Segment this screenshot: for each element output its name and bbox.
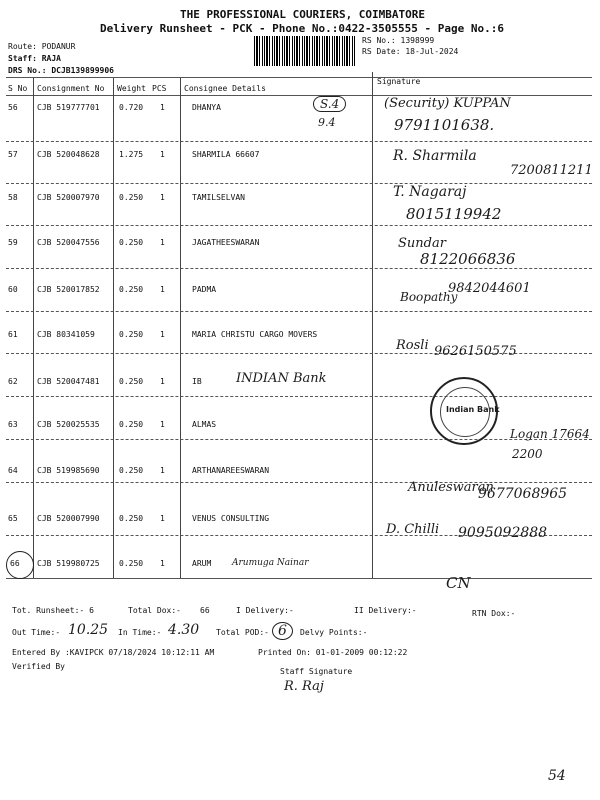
runsheet-heading: Delivery Runsheet - PCK - Phone No.:0422-3505555 - Page No.:6 (100, 22, 504, 35)
row-pcs: 1 (160, 150, 165, 159)
row-consignment: CJB 520007970 (37, 193, 100, 202)
row-consignee: PADMA (192, 285, 217, 294)
col-weight: Weight (117, 84, 146, 93)
page-mark: 54 (548, 768, 566, 784)
bank-stamp (430, 377, 498, 445)
row-consignment: CJB 520047481 (37, 377, 100, 386)
row-consignee: SHARMILA 66607 (192, 150, 260, 159)
handwritten-signature: T. Nagaraj (393, 184, 467, 200)
handwritten-phone: 2200 (512, 447, 543, 461)
verified-by: Verified By (12, 662, 65, 671)
row-separator (6, 396, 592, 397)
row-weight: 0.720 (119, 103, 144, 112)
rs-date: RS Date: 18-Jul-2024 (362, 47, 459, 56)
row-consignment: CJB 520017852 (37, 285, 100, 294)
handwritten-mark: CN (446, 574, 471, 592)
out-time-label: Out Time:- (12, 628, 61, 637)
staff-signature-label: Staff Signature (280, 667, 353, 676)
out-time-value: 10.25 (68, 622, 109, 638)
row-sno: 63 (8, 420, 18, 429)
row-sno: 61 (8, 330, 18, 339)
row-sno: 62 (8, 377, 18, 386)
row-consignee: MARIA CHRISTU CARGO MOVERS (192, 330, 318, 339)
row-sno: 65 (8, 514, 18, 523)
col-sno: S No (8, 84, 28, 93)
handwritten-phone: 9626150575 (434, 344, 517, 359)
handwritten-signature: INDIAN Bank (236, 371, 327, 386)
delvy-points: Delvy Points:- (300, 628, 368, 637)
stamp-text: Indian Bank (446, 405, 500, 414)
row-sno: 57 (8, 150, 18, 159)
rtn-dox: RTN Dox:- (472, 609, 516, 618)
row-separator (6, 183, 592, 184)
row-separator (6, 482, 592, 483)
row-consignment: CJB 519985690 (37, 466, 100, 475)
row-pcs: 1 (160, 420, 165, 429)
row-weight: 0.250 (119, 559, 144, 568)
row-sno: 60 (8, 285, 18, 294)
handwritten-signature: (Security) KUPPAN (384, 96, 511, 111)
row-consignee: VENUS CONSULTING (192, 514, 270, 523)
handwritten-signature: Arumuga Nainar (232, 558, 309, 568)
handwritten-signature: R. Sharmila (393, 148, 477, 164)
row-weight: 0.250 (119, 377, 144, 386)
total-pod-value: 6 (272, 622, 293, 640)
row-consignment: CJB 520048628 (37, 150, 100, 159)
row-separator (6, 311, 592, 312)
row-consignment: CJB 519777701 (37, 103, 100, 112)
row-weight: 0.250 (119, 466, 144, 475)
row-sno: 59 (8, 238, 18, 247)
handwritten-phone: 9095092888 (458, 525, 548, 541)
total-dox-value: 66 (200, 606, 210, 615)
row-separator (6, 141, 592, 142)
in-time-label: In Time:- (118, 628, 162, 637)
col-pcs: PCS (152, 84, 167, 93)
handwritten-signature: Rosli (396, 338, 429, 353)
total-dox-label: Total Dox:- (128, 606, 181, 615)
col-divider (372, 72, 373, 578)
row-pcs: 1 (160, 559, 165, 568)
drs-number: DRS No.: DCJB139899906 (8, 66, 114, 75)
row-consignee: JAGATHEESWARAN (192, 238, 260, 247)
route-label: Route: PODANUR (8, 42, 76, 51)
handwritten-note: S.4 (313, 96, 346, 112)
row-pcs: 1 (160, 238, 165, 247)
handwritten-phone: 9677068965 (478, 486, 568, 502)
handwritten-signature: Anuleswaran (408, 480, 494, 495)
row-sno: 64 (8, 466, 18, 475)
row-consignee: TAMILSELVAN (192, 193, 245, 202)
row-weight: 0.250 (119, 238, 144, 247)
row-consignment: CJB 80341059 (37, 330, 95, 339)
handwritten-note: 9.4 (318, 116, 336, 129)
handwritten-signature: D. Chilli (386, 522, 440, 537)
row-consignee: ALMAS (192, 420, 217, 429)
row-separator (6, 439, 592, 440)
row-pcs: 1 (160, 514, 165, 523)
col-consignment: Consignment No (37, 84, 105, 93)
table-top-rule (6, 77, 592, 78)
barcode (254, 36, 356, 66)
table-bottom-rule (6, 578, 592, 579)
rs-number: RS No.: 1398999 (362, 36, 435, 45)
row-consignment: CJB 520047556 (37, 238, 100, 247)
tot-runsheet: Tot. Runsheet:- 6 (12, 606, 94, 615)
row-sno: 58 (8, 193, 18, 202)
row-pcs: 1 (160, 193, 165, 202)
staff-label: Staff: RAJA (8, 54, 61, 63)
handwritten-phone: 9842044601 (448, 281, 531, 296)
row-sno: 66 (10, 559, 20, 568)
ii-delivery: II Delivery:- (354, 606, 417, 615)
i-delivery: I Delivery:- (236, 606, 294, 615)
row-consignment: CJB 519980725 (37, 559, 100, 568)
row-consignee: IB (192, 377, 202, 386)
row-consignee: ARTHANAREESWARAN (192, 466, 270, 475)
row-separator (6, 268, 592, 269)
printed-on: Printed On: 01-01-2009 00:12:22 (258, 648, 408, 657)
row-pcs: 1 (160, 103, 165, 112)
col-consignee: Consignee Details (184, 84, 266, 93)
row-consignee: DHANYA (192, 103, 221, 112)
handwritten-signature: Logan 17664 (510, 427, 590, 441)
total-pod-label: Total POD:- (216, 628, 269, 637)
col-divider (33, 78, 34, 578)
in-time-value: 4.30 (168, 622, 200, 638)
row-pcs: 1 (160, 285, 165, 294)
handwritten-signature: Boopathy (400, 290, 458, 304)
row-consignee: ARUM (192, 559, 212, 568)
company-title: THE PROFESSIONAL COURIERS, COIMBATORE (180, 8, 426, 21)
entered-by: Entered By :KAVIPCK 07/18/2024 10:12:11 AM (12, 648, 215, 657)
row-consignment: CJB 520025535 (37, 420, 100, 429)
handwritten-signature: Sundar (398, 236, 446, 251)
col-divider (180, 78, 181, 578)
row-weight: 0.250 (119, 193, 144, 202)
row-pcs: 1 (160, 330, 165, 339)
handwritten-phone: 9791101638. (394, 116, 495, 134)
row-pcs: 1 (160, 377, 165, 386)
row-weight: 0.250 (119, 420, 144, 429)
row-weight: 0.250 (119, 330, 144, 339)
row-consignment: CJB 520007990 (37, 514, 100, 523)
row-pcs: 1 (160, 466, 165, 475)
col-divider (113, 78, 114, 578)
row-weight: 0.250 (119, 285, 144, 294)
col-signature: Signature (377, 77, 421, 86)
row-sno: 56 (8, 103, 18, 112)
staff-signature: R. Raj (284, 679, 324, 694)
handwritten-phone: 7200811211 (510, 163, 593, 178)
handwritten-phone: 8122066836 (420, 250, 516, 268)
handwritten-phone: 8015119942 (406, 205, 502, 223)
row-weight: 1.275 (119, 150, 144, 159)
row-separator (6, 225, 592, 226)
row-weight: 0.250 (119, 514, 144, 523)
